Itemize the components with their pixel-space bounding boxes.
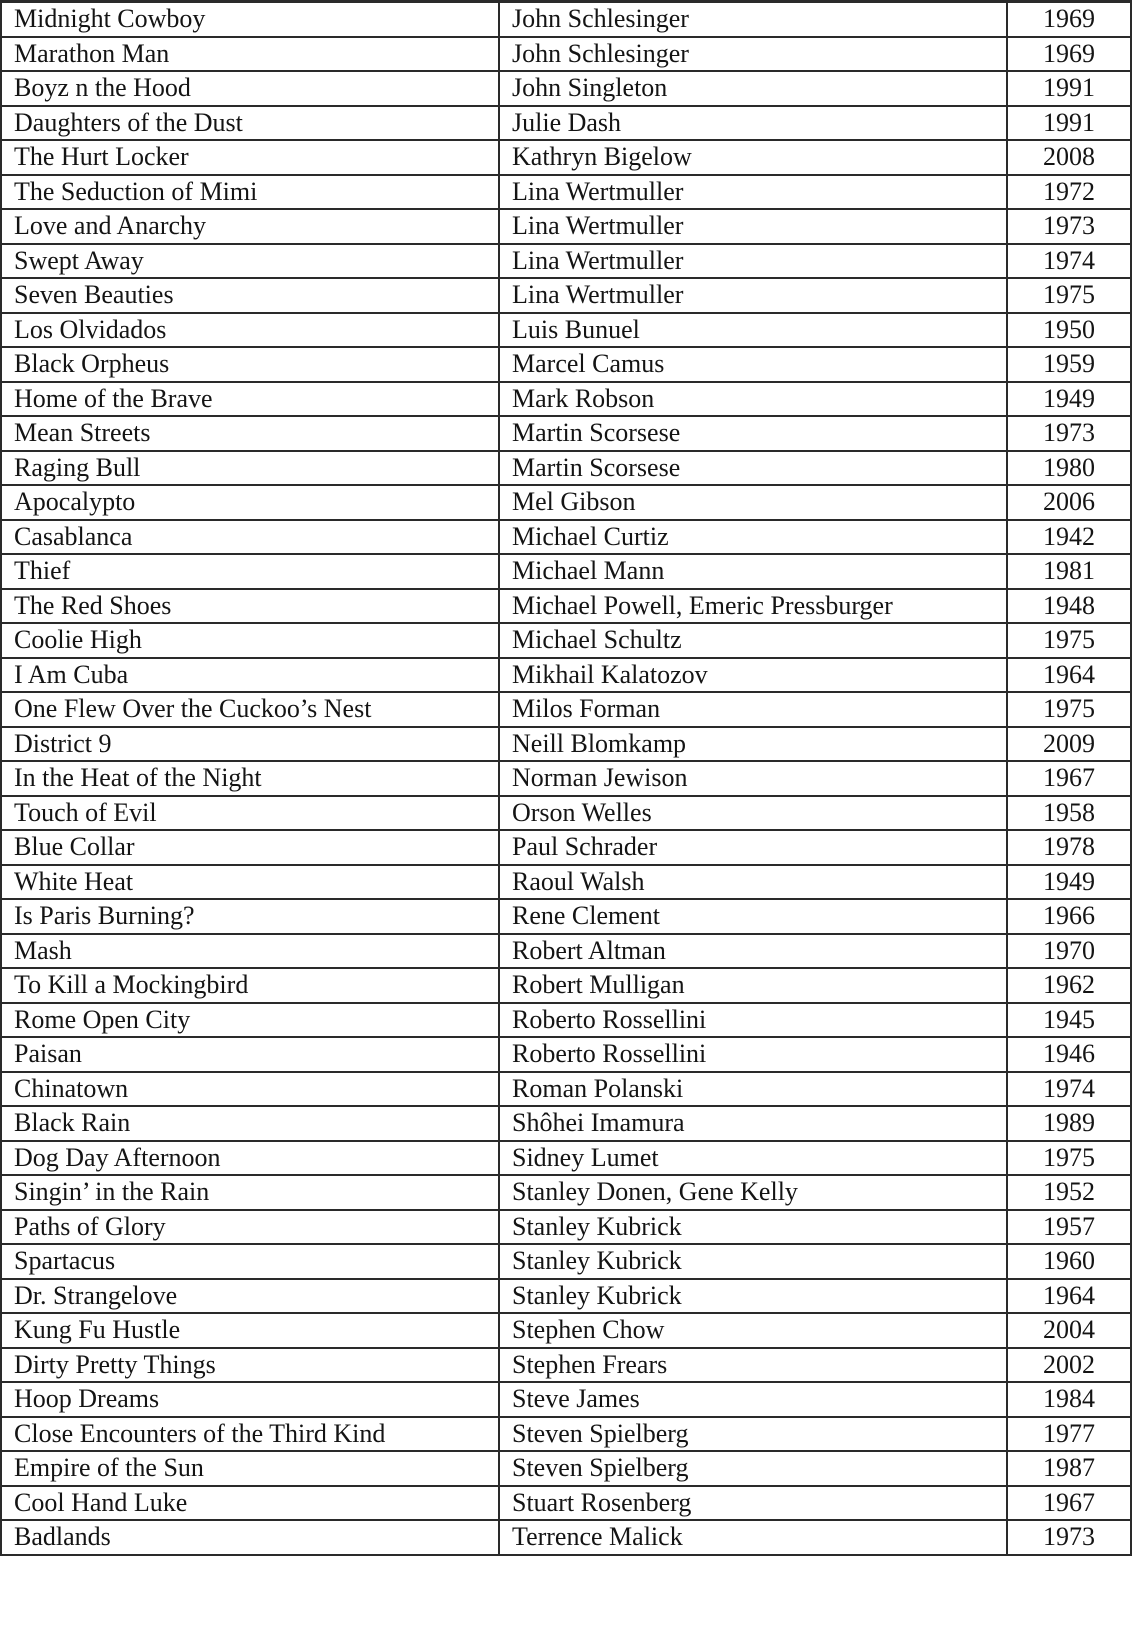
film-title-cell: Raging Bull: [1, 451, 499, 486]
year-cell: 1942: [1007, 520, 1131, 555]
film-title-cell: Coolie High: [1, 623, 499, 658]
table-row: [1, 1037, 1131, 1072]
table-row: [1, 1072, 1131, 1107]
table-row: [1, 347, 1131, 382]
year-cell: 1957: [1007, 1210, 1131, 1245]
director-cell: Robert Altman: [499, 934, 1007, 969]
year-cell: 1973: [1007, 1520, 1131, 1555]
director-cell: Stuart Rosenberg: [499, 1486, 1007, 1521]
table-row: [1, 1520, 1131, 1555]
year-cell: 1978: [1007, 830, 1131, 865]
year-cell: 1960: [1007, 1244, 1131, 1279]
film-title-cell: Close Encounters of the Third Kind: [1, 1417, 499, 1452]
table-row: [1, 209, 1131, 244]
table-row: [1, 658, 1131, 693]
film-title-cell: Apocalypto: [1, 485, 499, 520]
year-cell: 1964: [1007, 1279, 1131, 1314]
table-row: [1, 554, 1131, 589]
table-row: [1, 244, 1131, 279]
year-cell: 1966: [1007, 899, 1131, 934]
year-cell: 1991: [1007, 71, 1131, 106]
director-cell: Stephen Frears: [499, 1348, 1007, 1383]
year-cell: 1980: [1007, 451, 1131, 486]
film-title-cell: Paths of Glory: [1, 1210, 499, 1245]
film-title-cell: Cool Hand Luke: [1, 1486, 499, 1521]
table-row: [1, 1244, 1131, 1279]
film-rows: [1, 2, 1131, 1555]
director-cell: Stanley Kubrick: [499, 1244, 1007, 1279]
director-cell: Robert Mulligan: [499, 968, 1007, 1003]
table-row: [1, 1175, 1131, 1210]
film-title-cell: Is Paris Burning?: [1, 899, 499, 934]
table-row: [1, 1141, 1131, 1176]
film-title-cell: Midnight Cowboy: [1, 2, 499, 37]
director-cell: Orson Welles: [499, 796, 1007, 831]
film-title-cell: To Kill a Mockingbird: [1, 968, 499, 1003]
director-cell: Roberto Rossellini: [499, 1037, 1007, 1072]
film-title-cell: The Red Shoes: [1, 589, 499, 624]
film-title-cell: Black Orpheus: [1, 347, 499, 382]
director-cell: Roman Polanski: [499, 1072, 1007, 1107]
film-title-cell: Kung Fu Hustle: [1, 1313, 499, 1348]
year-cell: 1969: [1007, 2, 1131, 37]
year-cell: 1977: [1007, 1417, 1131, 1452]
film-title-cell: Boyz n the Hood: [1, 71, 499, 106]
year-cell: 1975: [1007, 278, 1131, 313]
table-row: [1, 1348, 1131, 1383]
table-row: [1, 520, 1131, 555]
director-cell: Mikhail Kalatozov: [499, 658, 1007, 693]
table-row: [1, 1486, 1131, 1521]
year-cell: 1975: [1007, 692, 1131, 727]
year-cell: 1949: [1007, 865, 1131, 900]
film-title-cell: In the Heat of the Night: [1, 761, 499, 796]
film-title-cell: Thief: [1, 554, 499, 589]
table-row: [1, 37, 1131, 72]
year-cell: 1974: [1007, 244, 1131, 279]
year-cell: 1946: [1007, 1037, 1131, 1072]
table-row: [1, 2, 1131, 37]
table-row: [1, 1003, 1131, 1038]
director-cell: John Schlesinger: [499, 2, 1007, 37]
film-title-cell: Chinatown: [1, 1072, 499, 1107]
table-row: [1, 589, 1131, 624]
table-row: [1, 140, 1131, 175]
film-title-cell: Badlands: [1, 1520, 499, 1555]
film-title-cell: Rome Open City: [1, 1003, 499, 1038]
table-row: [1, 1382, 1131, 1417]
director-cell: Stephen Chow: [499, 1313, 1007, 1348]
director-cell: Michael Mann: [499, 554, 1007, 589]
table-row: [1, 1106, 1131, 1141]
table-row: [1, 451, 1131, 486]
director-cell: Lina Wertmuller: [499, 209, 1007, 244]
director-cell: Stanley Kubrick: [499, 1279, 1007, 1314]
director-cell: Sidney Lumet: [499, 1141, 1007, 1176]
table-row: [1, 830, 1131, 865]
table-row: [1, 727, 1131, 762]
table-row: [1, 71, 1131, 106]
director-cell: Neill Blomkamp: [499, 727, 1007, 762]
director-cell: Luis Bunuel: [499, 313, 1007, 348]
year-cell: 1948: [1007, 589, 1131, 624]
film-title-cell: Black Rain: [1, 1106, 499, 1141]
director-cell: Milos Forman: [499, 692, 1007, 727]
director-cell: Shôhei Imamura: [499, 1106, 1007, 1141]
director-cell: Marcel Camus: [499, 347, 1007, 382]
year-cell: 1974: [1007, 1072, 1131, 1107]
year-cell: 1981: [1007, 554, 1131, 589]
year-cell: 1950: [1007, 313, 1131, 348]
director-cell: Kathryn Bigelow: [499, 140, 1007, 175]
year-cell: 1949: [1007, 382, 1131, 417]
film-title-cell: Daughters of the Dust: [1, 106, 499, 141]
table-row: [1, 623, 1131, 658]
table-row: [1, 761, 1131, 796]
director-cell: Julie Dash: [499, 106, 1007, 141]
year-cell: 2006: [1007, 485, 1131, 520]
year-cell: 1967: [1007, 761, 1131, 796]
table-row: [1, 899, 1131, 934]
director-cell: John Schlesinger: [499, 37, 1007, 72]
table-row: [1, 313, 1131, 348]
table-row: [1, 1313, 1131, 1348]
year-cell: 2008: [1007, 140, 1131, 175]
film-title-cell: One Flew Over the Cuckoo’s Nest: [1, 692, 499, 727]
film-title-cell: Love and Anarchy: [1, 209, 499, 244]
table-row: [1, 968, 1131, 1003]
film-title-cell: White Heat: [1, 865, 499, 900]
year-cell: 2004: [1007, 1313, 1131, 1348]
film-title-cell: Hoop Dreams: [1, 1382, 499, 1417]
director-cell: Lina Wertmuller: [499, 175, 1007, 210]
film-title-cell: I Am Cuba: [1, 658, 499, 693]
table-row: [1, 692, 1131, 727]
year-cell: 1959: [1007, 347, 1131, 382]
director-cell: Steven Spielberg: [499, 1417, 1007, 1452]
table-row: [1, 485, 1131, 520]
film-title-cell: Swept Away: [1, 244, 499, 279]
director-cell: Michael Schultz: [499, 623, 1007, 658]
director-cell: Paul Schrader: [499, 830, 1007, 865]
film-title-cell: The Seduction of Mimi: [1, 175, 499, 210]
table-row: [1, 934, 1131, 969]
film-title-cell: Los Olvidados: [1, 313, 499, 348]
director-cell: Martin Scorsese: [499, 451, 1007, 486]
year-cell: 1962: [1007, 968, 1131, 1003]
film-title-cell: Dog Day Afternoon: [1, 1141, 499, 1176]
year-cell: 1969: [1007, 37, 1131, 72]
table-row: [1, 1451, 1131, 1486]
director-cell: Mark Robson: [499, 382, 1007, 417]
director-cell: Mel Gibson: [499, 485, 1007, 520]
film-title-cell: Touch of Evil: [1, 796, 499, 831]
director-cell: Michael Powell, Emeric Pressburger: [499, 589, 1007, 624]
film-title-cell: Singin’ in the Rain: [1, 1175, 499, 1210]
year-cell: 1958: [1007, 796, 1131, 831]
director-cell: Steve James: [499, 1382, 1007, 1417]
film-title-cell: Dr. Strangelove: [1, 1279, 499, 1314]
table-row: [1, 278, 1131, 313]
table-row: [1, 106, 1131, 141]
film-title-cell: Mean Streets: [1, 416, 499, 451]
film-title-cell: The Hurt Locker: [1, 140, 499, 175]
year-cell: 1967: [1007, 1486, 1131, 1521]
year-cell: 1973: [1007, 209, 1131, 244]
year-cell: 1984: [1007, 1382, 1131, 1417]
year-cell: 2009: [1007, 727, 1131, 762]
film-title-cell: Blue Collar: [1, 830, 499, 865]
film-title-cell: Spartacus: [1, 1244, 499, 1279]
year-cell: 1991: [1007, 106, 1131, 141]
director-cell: Michael Curtiz: [499, 520, 1007, 555]
director-cell: Stanley Donen, Gene Kelly: [499, 1175, 1007, 1210]
director-cell: Raoul Walsh: [499, 865, 1007, 900]
director-cell: Rene Clement: [499, 899, 1007, 934]
table-row: [1, 796, 1131, 831]
table-row: [1, 1210, 1131, 1245]
year-cell: 1973: [1007, 416, 1131, 451]
year-cell: 1964: [1007, 658, 1131, 693]
director-cell: Norman Jewison: [499, 761, 1007, 796]
year-cell: 1975: [1007, 623, 1131, 658]
film-title-cell: Marathon Man: [1, 37, 499, 72]
film-title-cell: Casablanca: [1, 520, 499, 555]
director-cell: Lina Wertmuller: [499, 278, 1007, 313]
table-row: [1, 416, 1131, 451]
table-row: [1, 1279, 1131, 1314]
table-row: [1, 1417, 1131, 1452]
table-row: [1, 382, 1131, 417]
year-cell: 1975: [1007, 1141, 1131, 1176]
year-cell: 1952: [1007, 1175, 1131, 1210]
director-cell: John Singleton: [499, 71, 1007, 106]
year-cell: 2002: [1007, 1348, 1131, 1383]
table-row: [1, 175, 1131, 210]
director-cell: Lina Wertmuller: [499, 244, 1007, 279]
director-cell: Martin Scorsese: [499, 416, 1007, 451]
film-title-cell: Paisan: [1, 1037, 499, 1072]
year-cell: 1989: [1007, 1106, 1131, 1141]
director-cell: Terrence Malick: [499, 1520, 1007, 1555]
film-title-cell: Seven Beauties: [1, 278, 499, 313]
film-title-cell: District 9: [1, 727, 499, 762]
year-cell: 1945: [1007, 1003, 1131, 1038]
director-cell: Roberto Rossellini: [499, 1003, 1007, 1038]
table-row: [1, 865, 1131, 900]
director-cell: Steven Spielberg: [499, 1451, 1007, 1486]
film-title-cell: Dirty Pretty Things: [1, 1348, 499, 1383]
film-title-cell: Mash: [1, 934, 499, 969]
film-title-cell: Empire of the Sun: [1, 1451, 499, 1486]
year-cell: 1970: [1007, 934, 1131, 969]
year-cell: 1987: [1007, 1451, 1131, 1486]
year-cell: 1972: [1007, 175, 1131, 210]
director-cell: Stanley Kubrick: [499, 1210, 1007, 1245]
film-title-cell: Home of the Brave: [1, 382, 499, 417]
